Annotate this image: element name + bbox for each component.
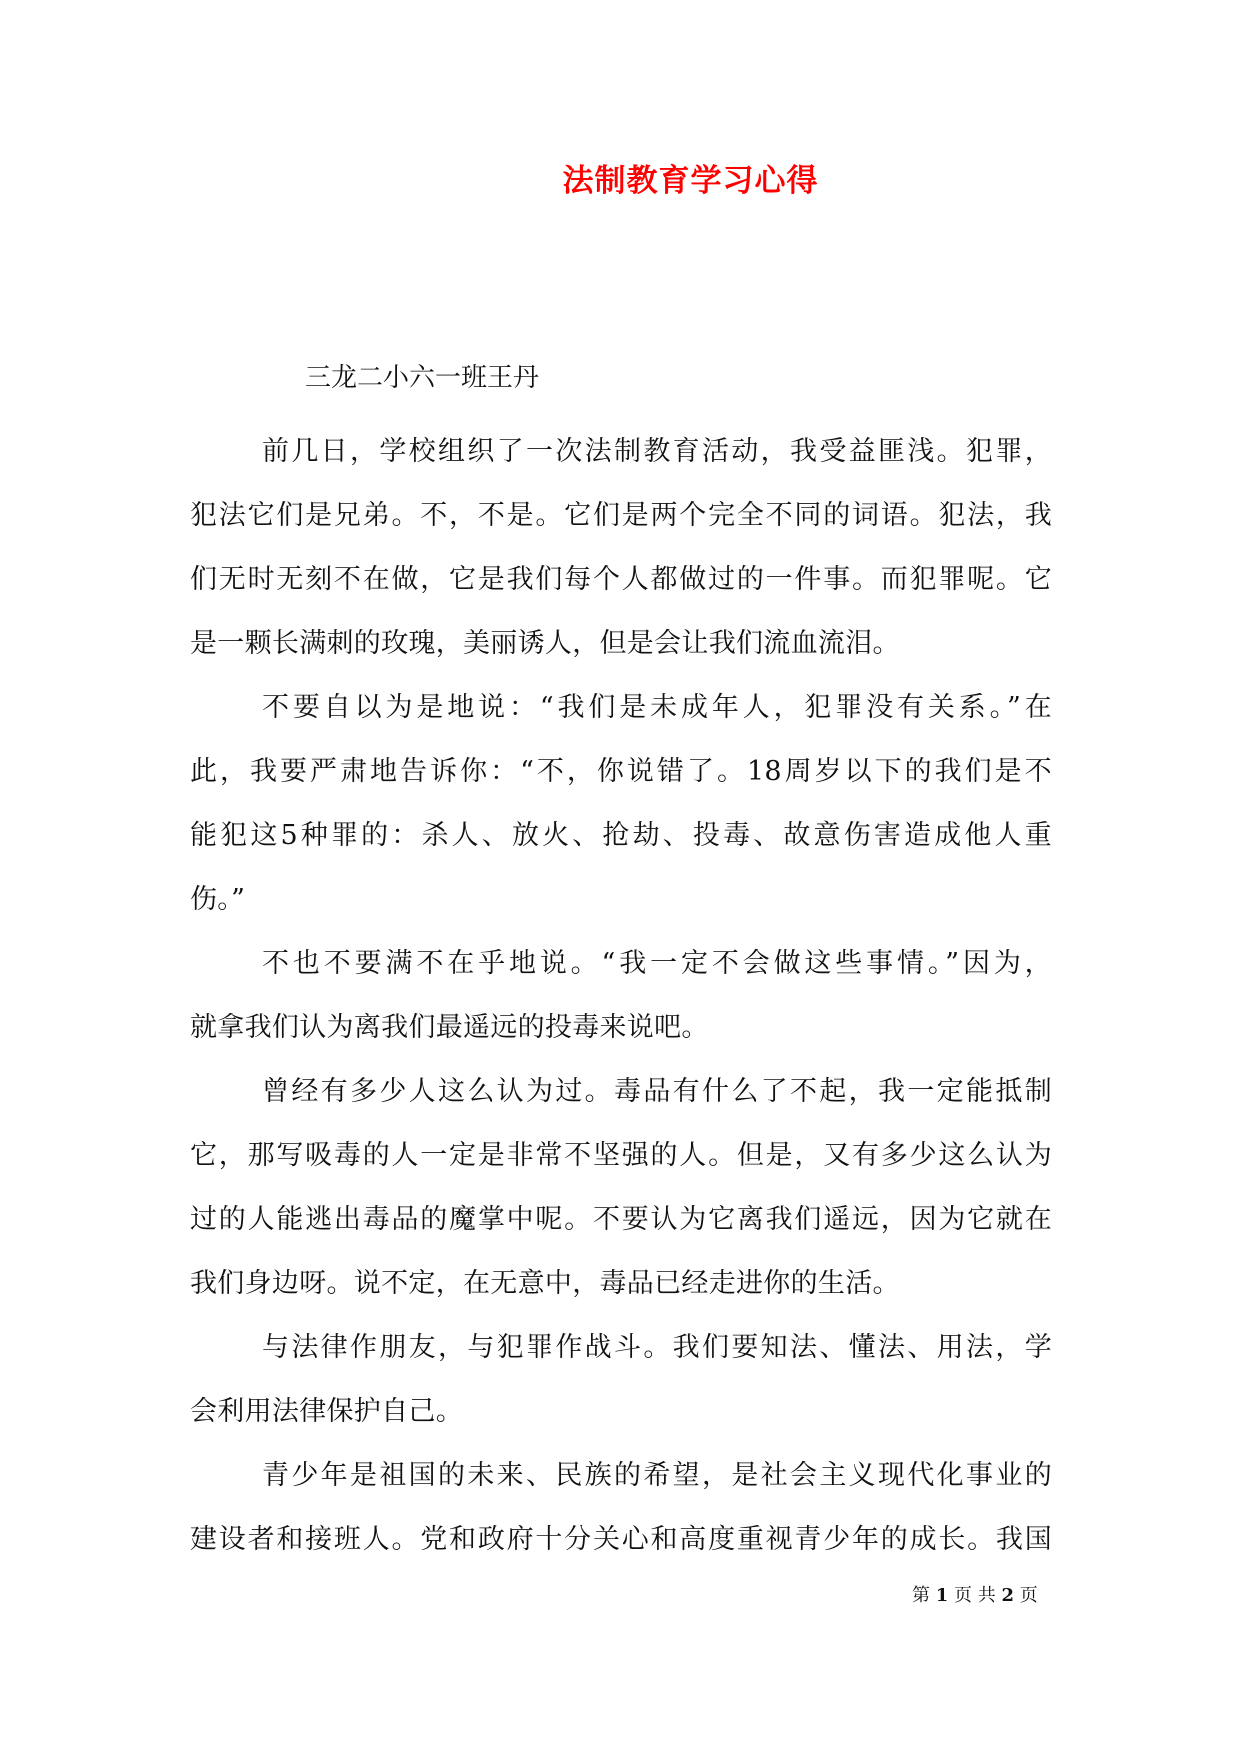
text-line: 过的人能逃出毒品的魔掌中呢。不要认为它离我们遥远，因为它就在 bbox=[190, 1204, 1052, 1235]
text-line: 前几日，学校组织了一次法制教育活动，我受益匪浅。犯罪， bbox=[262, 436, 1052, 467]
total-pages-number: 2 bbox=[1001, 1585, 1014, 1606]
text-line: 不也不要满不在乎地说。“我一定不会做这些事情。”因为， bbox=[262, 948, 1052, 979]
text-line: 会利用法律保护自己。 bbox=[190, 1396, 463, 1427]
author-byline: 三龙二小六一班王丹 bbox=[305, 363, 540, 393]
text-line: 它，那写吸毒的人一定是非常不坚强的人。但是，又有多少这么认为 bbox=[190, 1140, 1052, 1171]
text-line: 不要自以为是地说：“我们是未成年人，犯罪没有关系。”在 bbox=[262, 692, 1052, 723]
page-number-footer bbox=[912, 1584, 1038, 1608]
body-text bbox=[190, 420, 1052, 1572]
current-page-number: 1 bbox=[935, 1585, 949, 1606]
text-line: 青少年是祖国的未来、民族的希望，是社会主义现代化事业的 bbox=[262, 1460, 1052, 1491]
text-line: 伤。” bbox=[190, 884, 246, 915]
text-line: 就拿我们认为离我们最遥远的投毒来说吧。 bbox=[190, 1012, 709, 1043]
footer-suffix: 页 bbox=[1019, 1585, 1038, 1606]
text-line: 建设者和接班人。党和政府十分关心和高度重视青少年的成长。我国 bbox=[190, 1524, 1052, 1555]
text-line: 此，我要严肃地告诉你：“不，你说错了。18周岁以下的我们是不 bbox=[190, 756, 1052, 787]
text-line: 曾经有多少人这么认为过。毒品有什么了不起，我一定能抵制 bbox=[262, 1076, 1052, 1107]
document-title: 法制教育学习心得 bbox=[562, 163, 819, 199]
text-line: 是一颗长满刺的玫瑰，美丽诱人，但是会让我们流血流泪。 bbox=[190, 628, 900, 659]
text-line: 我们身边呀。说不定，在无意中，毒品已经走进你的生活。 bbox=[190, 1268, 900, 1299]
text-line: 们无时无刻不在做，它是我们每个人都做过的一件事。而犯罪呢。它 bbox=[190, 564, 1052, 595]
footer-prefix: 第 bbox=[912, 1585, 930, 1606]
text-line: 能犯这5种罪的：杀人、放火、抢劫、投毒、故意伤害造成他人重 bbox=[190, 820, 1052, 851]
footer-middle: 页 共 bbox=[954, 1585, 996, 1606]
text-line: 与法律作朋友，与犯罪作战斗。我们要知法、懂法、用法，学 bbox=[262, 1332, 1052, 1363]
text-line: 犯法它们是兄弟。不，不是。它们是两个完全不同的词语。犯法，我 bbox=[190, 500, 1052, 531]
